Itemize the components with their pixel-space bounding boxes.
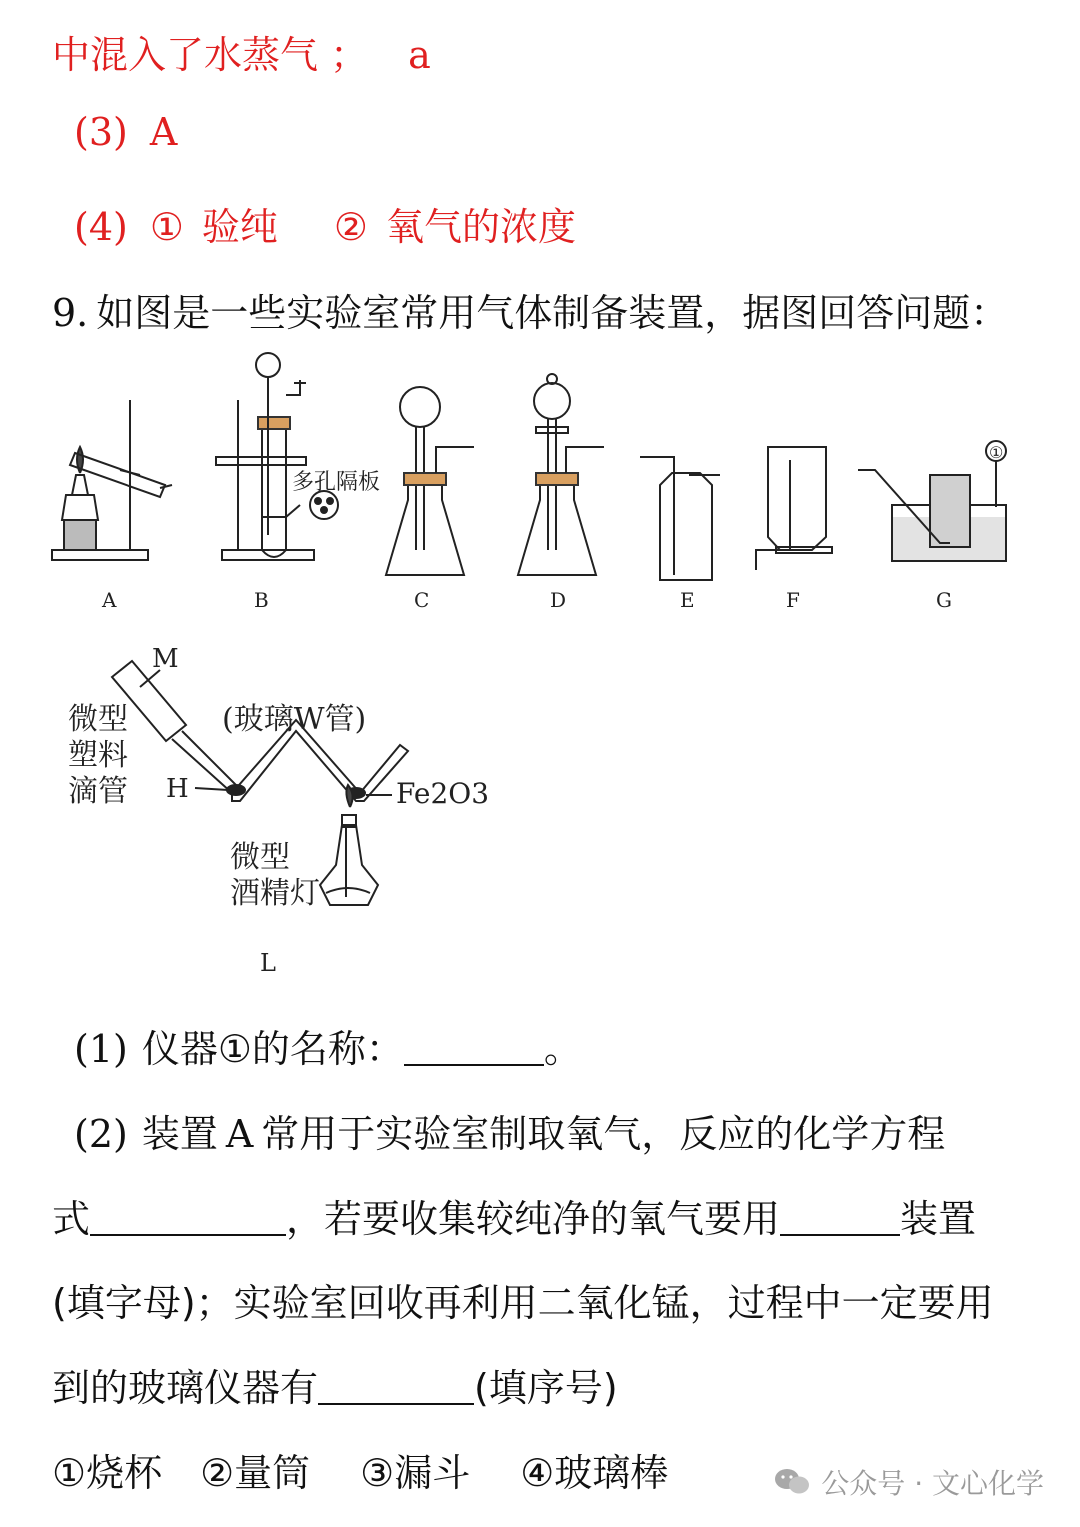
q2-line2-b: ，若要收集较纯净的氧气要用	[286, 1197, 781, 1241]
q4-answer-1: 验纯	[201, 205, 278, 249]
option-funnel: ③漏斗	[360, 1451, 471, 1495]
label-b: B	[254, 588, 269, 612]
q2-line2-a: 式	[52, 1197, 91, 1241]
answer-water-vapor: 中混入了水蒸气 ；	[52, 33, 369, 77]
q2-line4-a: 到的玻璃仪器有	[52, 1366, 319, 1410]
answer-line-1	[52, 24, 431, 79]
q1-end: 。	[543, 1027, 582, 1071]
label-g: G	[936, 588, 952, 612]
subquestion-2-line-4	[52, 1357, 618, 1412]
question-number: 9.	[52, 291, 89, 335]
q1-text: 仪器①的名称：	[141, 1027, 404, 1071]
q2-line3: (填字母)；实验室回收再利用二氧化锰，过程中一定要用	[52, 1281, 994, 1325]
question-text: 如图是一些实验室常用气体制备装置，据图回答问题：	[96, 291, 1009, 335]
label-porous-plate: 多孔隔板	[292, 470, 381, 495]
q2-text-a: 装置	[141, 1112, 218, 1156]
label-w-tube: (玻璃W管)	[222, 702, 367, 737]
equation-blank[interactable]	[90, 1200, 286, 1236]
label-a: A	[102, 588, 117, 612]
q2-number: (2)	[74, 1112, 128, 1156]
answer-q3	[74, 110, 177, 154]
q2-letter-a: A	[225, 1112, 254, 1156]
label-fe2o3: Fe2O3	[396, 777, 490, 810]
q3-answer: A	[149, 110, 178, 154]
option-beaker: ①烧杯	[52, 1451, 163, 1495]
option-graduated-cylinder: ②量筒	[200, 1451, 311, 1495]
apparatus-a	[52, 400, 172, 560]
q2-line4-b: (填序号)	[474, 1366, 618, 1410]
label-d: D	[550, 588, 567, 612]
q2-line2-c: 装置	[900, 1197, 977, 1241]
label-lamp-1: 微型	[230, 840, 290, 875]
label-lamp-2: 酒精灯	[230, 876, 320, 911]
watermark-text: 公众号 · 文心化学	[821, 1467, 1044, 1500]
apparatus-f	[756, 447, 832, 570]
glassware-blank[interactable]	[318, 1369, 474, 1405]
g-marker: ①	[989, 443, 1004, 462]
apparatus-figure	[0, 345, 1080, 985]
label-dropper-2: 塑料	[68, 738, 128, 773]
option-glass-rod: ④玻璃棒	[520, 1451, 669, 1495]
label-f: F	[786, 588, 800, 612]
options-row	[52, 1442, 668, 1497]
answer-letter-a: a	[408, 33, 431, 77]
label-h: H	[166, 774, 189, 804]
label-e: E	[680, 588, 695, 612]
question-9-stem	[52, 282, 1008, 337]
apparatus-g	[858, 441, 1006, 561]
q1-number: (1)	[74, 1027, 128, 1071]
subquestion-2-line-2	[52, 1188, 976, 1243]
subquestion-2-line-3	[52, 1272, 994, 1327]
wechat-icon	[773, 1467, 811, 1497]
label-c: C	[414, 588, 430, 612]
subquestion-2-line-1	[74, 1103, 945, 1158]
watermark	[773, 1462, 1044, 1502]
label-m: M	[152, 644, 179, 674]
answer-q4	[74, 196, 576, 251]
q4-answer-2: 氧气的浓度	[386, 205, 577, 249]
apparatus-e	[640, 457, 720, 580]
q2-text-b: 常用于实验室制取氧气，反应的化学方程	[261, 1112, 946, 1156]
q1-blank[interactable]	[404, 1030, 544, 1066]
label-dropper-3: 滴管	[68, 774, 128, 809]
q3-number: (3)	[74, 110, 128, 154]
label-dropper-1: 微型	[68, 702, 128, 737]
apparatus-c	[386, 387, 474, 575]
collect-device-blank[interactable]	[780, 1200, 900, 1236]
label-l: L	[260, 949, 276, 977]
apparatus-b	[216, 353, 380, 560]
subquestion-1	[74, 1018, 582, 1073]
q4-circle-1: ①	[149, 205, 184, 249]
q4-circle-2: ②	[333, 205, 368, 249]
q4-number: (4)	[74, 205, 128, 249]
apparatus-d	[518, 374, 604, 575]
